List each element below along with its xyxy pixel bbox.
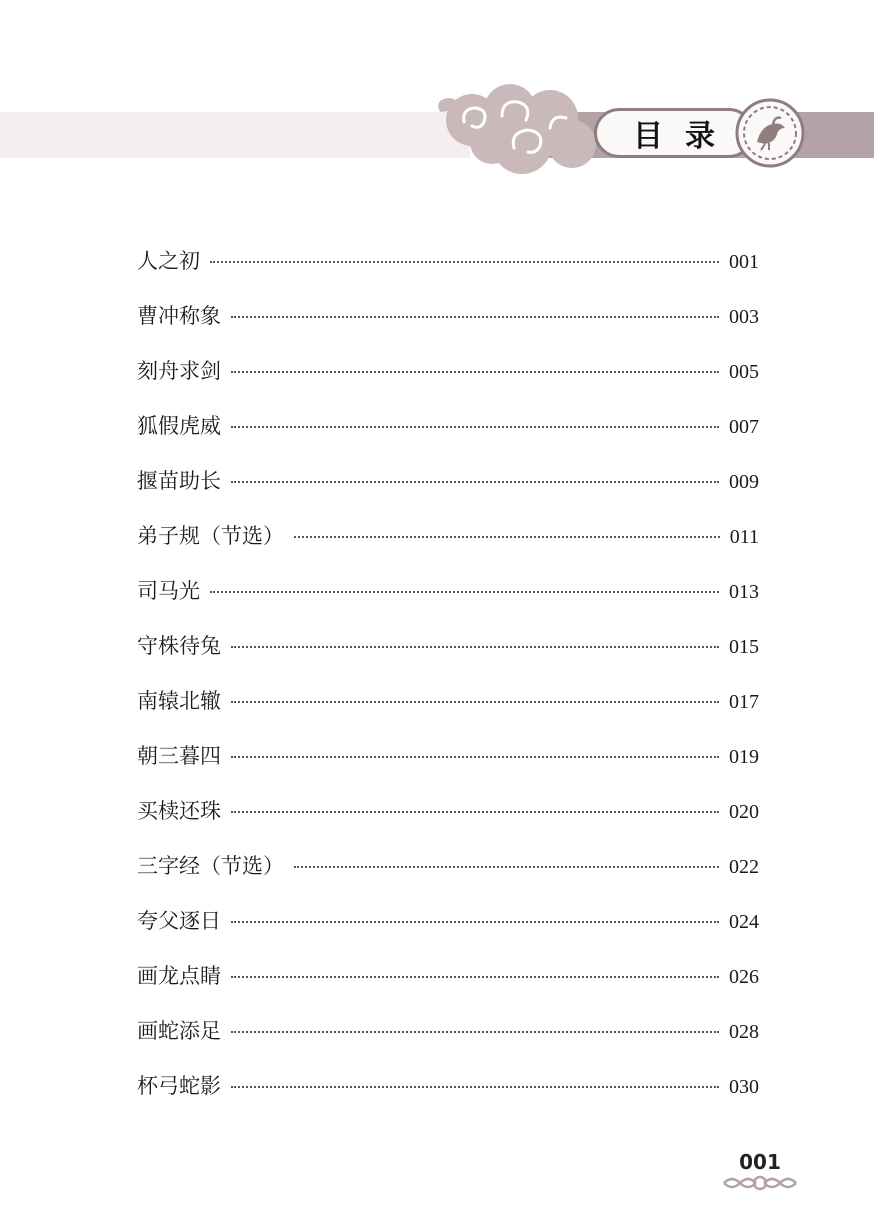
toc-entry-title: 夸父逐日 (137, 909, 221, 933)
toc-entry-page: 001 (729, 251, 759, 273)
dot-leader (294, 536, 720, 538)
dot-leader (231, 481, 719, 483)
dot-leader (231, 1031, 719, 1033)
toc-entry-page: 011 (729, 526, 759, 548)
toc-entry-title: 画蛇添足 (137, 1019, 221, 1043)
dot-leader (231, 921, 719, 923)
toc-entry-page: 009 (729, 471, 759, 493)
page-number: 001 (739, 1150, 781, 1174)
toc-entry[interactable] (137, 795, 759, 850)
toc-entry[interactable] (137, 355, 759, 410)
toc-entry[interactable] (137, 740, 759, 795)
dot-leader (231, 316, 719, 318)
toc-entry-title: 守株待兔 (137, 634, 221, 658)
toc-entry-title: 狐假虎威 (137, 414, 221, 438)
toc-entry-title: 曹冲称象 (137, 304, 221, 328)
toc-entry-title: 买椟还珠 (137, 799, 221, 823)
toc-entry[interactable] (137, 520, 759, 575)
dot-leader (231, 756, 719, 758)
toc-entry-page: 028 (729, 1021, 759, 1043)
toc-entry[interactable] (137, 850, 759, 905)
dot-leader (231, 701, 719, 703)
header-band-light (0, 112, 470, 158)
chapter-header (0, 0, 874, 200)
toc-entry-page: 026 (729, 966, 759, 988)
dot-leader (210, 261, 719, 263)
dot-leader (231, 646, 719, 648)
toc-entry[interactable] (137, 300, 759, 355)
toc-entry[interactable] (137, 410, 759, 465)
dot-leader (294, 866, 719, 868)
toc-entry-title: 杯弓蛇影 (137, 1074, 221, 1098)
toc-entry-title: 人之初 (137, 249, 200, 273)
toc-entry-page: 003 (729, 306, 759, 328)
dot-leader (231, 371, 719, 373)
toc-entry-page: 013 (729, 581, 759, 603)
toc-entry[interactable] (137, 465, 759, 520)
toc-entry[interactable] (137, 1070, 759, 1125)
dot-leader (231, 976, 719, 978)
toc-entry-page: 005 (729, 361, 759, 383)
dot-leader (231, 1086, 719, 1088)
toc-entry-page: 020 (729, 801, 759, 823)
toc-entry-page: 030 (729, 1076, 759, 1098)
toc-entry-page: 015 (729, 636, 759, 658)
toc-entry-title: 司马光 (137, 579, 200, 603)
toc-entry-title: 南辕北辙 (137, 689, 221, 713)
toc-entry[interactable] (137, 905, 759, 960)
table-of-contents (137, 245, 759, 1125)
toc-entry-page: 024 (729, 911, 759, 933)
toc-entry-title: 弟子规（节选） (137, 524, 284, 548)
toc-entry[interactable] (137, 630, 759, 685)
toc-entry-title: 揠苗助长 (137, 469, 221, 493)
dot-leader (231, 426, 719, 428)
toc-entry[interactable] (137, 575, 759, 630)
toc-entry-title: 画龙点睛 (137, 964, 221, 988)
cloud-icon (432, 82, 612, 182)
knot-ornament-icon (722, 1172, 798, 1194)
toc-entry-page: 022 (729, 856, 759, 878)
toc-entry[interactable] (137, 1015, 759, 1070)
title-plaque (594, 108, 754, 158)
toc-entry-page: 017 (729, 691, 759, 713)
dot-leader (210, 591, 719, 593)
toc-entry-page: 019 (729, 746, 759, 768)
toc-entry-title: 朝三暮四 (137, 744, 221, 768)
toc-entry[interactable] (137, 245, 759, 300)
toc-entry[interactable] (137, 685, 759, 740)
toc-entry-title: 三字经（节选） (137, 854, 284, 878)
toc-entry-title: 刻舟求剑 (137, 359, 221, 383)
dot-leader (231, 811, 719, 813)
toc-entry[interactable] (137, 960, 759, 1015)
page-title: 目录 (633, 119, 737, 154)
crane-emblem-icon (735, 98, 805, 168)
toc-entry-page: 007 (729, 416, 759, 438)
